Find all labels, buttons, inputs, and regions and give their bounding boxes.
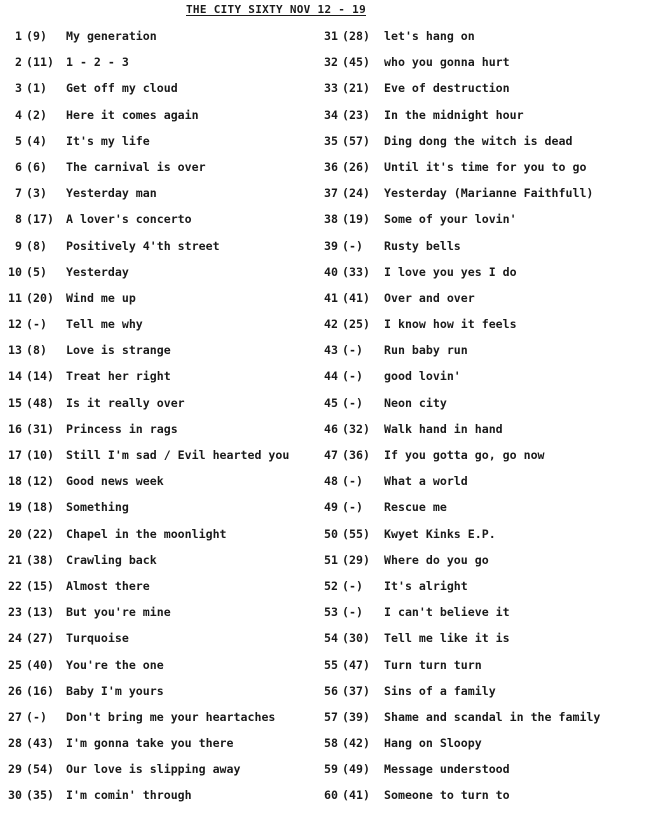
chart-position: 18 (8, 474, 22, 489)
previous-position: (41) (342, 290, 370, 305)
chart-entry (320, 133, 650, 159)
song-title: Eve of destruction (384, 81, 510, 96)
previous-position: (40) (26, 657, 54, 672)
chart-position: 34 (324, 107, 338, 122)
previous-position: (18) (26, 500, 54, 515)
song-title: Get off my cloud (66, 81, 178, 96)
chart-position: 56 (324, 683, 338, 698)
song-title: Treat her right (66, 369, 171, 384)
song-title: I can't believe it (384, 605, 510, 620)
chart-entry (2, 107, 320, 133)
song-title: Still I'm sad / Evil hearted you (66, 448, 290, 462)
chart-entry (320, 683, 650, 709)
song-title: But you're mine (66, 605, 171, 620)
chart-position: 32 (324, 55, 338, 70)
previous-position: (41) (342, 788, 370, 803)
previous-position: (26) (342, 159, 370, 174)
song-title: In the midnight hour (384, 107, 524, 122)
song-title: Almost there (66, 578, 150, 593)
previous-position: (22) (26, 526, 54, 541)
previous-position: (11) (26, 55, 54, 70)
song-title: Message understood (384, 762, 510, 777)
chart-position: 48 (324, 474, 338, 489)
chart-entry (320, 211, 650, 237)
chart-position: 8 (15, 212, 22, 227)
song-title: What a world (384, 474, 468, 489)
chart-entry (2, 683, 320, 709)
previous-position: (36) (342, 448, 370, 462)
chart-entry (2, 421, 320, 447)
previous-position: (49) (342, 762, 370, 777)
previous-position: (8) (26, 343, 47, 358)
song-title: Rusty bells (384, 238, 461, 253)
previous-position: (24) (342, 186, 370, 201)
chart-entry (320, 316, 650, 342)
previous-position: (38) (26, 552, 54, 567)
chart-position: 22 (8, 578, 22, 593)
chart-position: 59 (324, 762, 338, 777)
chart-position: 37 (324, 186, 338, 201)
chart-entry (320, 630, 650, 656)
song-title: It's alright (384, 578, 468, 593)
chart-entry (2, 473, 320, 499)
chart-entry (320, 185, 650, 211)
song-title: Our love is slipping away (66, 762, 241, 777)
song-title: let's hang on (384, 29, 475, 43)
song-title: 1 - 2 - 3 (66, 55, 129, 70)
previous-position: (2) (26, 107, 47, 122)
previous-position: (16) (26, 683, 54, 698)
previous-position: (-) (342, 578, 363, 593)
chart-position: 3 (15, 81, 22, 96)
previous-position: (-) (342, 500, 363, 515)
previous-position: (57) (342, 133, 370, 148)
chart-position: 16 (8, 421, 22, 436)
song-title: Don't bring me your heartaches (66, 709, 276, 724)
chart-entry (320, 368, 650, 394)
chart-entry (320, 421, 650, 447)
song-title: Over and over (384, 290, 475, 305)
previous-position: (-) (26, 709, 47, 724)
song-title: My generation (66, 29, 157, 43)
chart-position: 17 (8, 448, 22, 462)
chart-position: 52 (324, 578, 338, 593)
chart-entry (2, 368, 320, 394)
previous-position: (8) (26, 238, 47, 253)
song-title: who you gonna hurt (384, 55, 510, 70)
previous-position: (5) (26, 264, 47, 279)
song-title: I know how it feels (384, 317, 517, 332)
chart-entry (2, 264, 320, 290)
previous-position: (4) (26, 133, 47, 148)
chart-position: 31 (324, 29, 338, 43)
chart-position: 4 (15, 107, 22, 122)
chart-entry (320, 80, 650, 106)
chart-entry (320, 342, 650, 368)
song-title: Yesterday (Marianne Faithfull) (384, 186, 594, 201)
previous-position: (10) (26, 448, 54, 462)
song-title: Where do you go (384, 552, 489, 567)
chart-position: 24 (8, 631, 22, 646)
chart-entry (2, 578, 320, 604)
song-title: I'm gonna take you there (66, 736, 234, 751)
chart-position: 55 (324, 657, 338, 672)
song-title: Tell me why (66, 317, 143, 332)
chart-position: 1 (15, 29, 22, 43)
chart-position: 7 (15, 186, 22, 201)
song-title: Tell me like it is (384, 631, 510, 646)
previous-position: (48) (26, 395, 54, 410)
chart-position: 27 (8, 709, 22, 724)
chart-position: 25 (8, 657, 22, 672)
chart-entry (2, 316, 320, 342)
chart-position: 57 (324, 709, 338, 724)
chart-entry (320, 107, 650, 133)
chart-position: 51 (324, 552, 338, 567)
chart-position: 58 (324, 736, 338, 751)
chart-entry (2, 211, 320, 237)
previous-position: (-) (342, 238, 363, 253)
song-title: Is it really over (66, 395, 185, 410)
song-title: Rescue me (384, 500, 447, 515)
chart-entry (2, 238, 320, 264)
song-title: Positively 4'th street (66, 238, 220, 253)
previous-position: (13) (26, 605, 54, 620)
song-title: Here it comes again (66, 107, 199, 122)
chart-entry (2, 709, 320, 735)
song-title: Wind me up (66, 290, 136, 305)
chart-position: 60 (324, 788, 338, 803)
song-title: Yesterday man (66, 186, 157, 201)
previous-position: (-) (342, 395, 363, 410)
chart-entry (2, 657, 320, 683)
song-title: Kwyet Kinks E.P. (384, 526, 496, 541)
chart-position: 53 (324, 605, 338, 620)
previous-position: (-) (342, 343, 363, 358)
song-title: Love is strange (66, 343, 171, 358)
previous-position: (31) (26, 421, 54, 436)
chart-entry (320, 657, 650, 683)
chart-entry (320, 526, 650, 552)
previous-position: (32) (342, 421, 370, 436)
previous-position: (15) (26, 578, 54, 593)
chart-entry (2, 499, 320, 525)
chart-position: 21 (8, 552, 22, 567)
previous-position: (1) (26, 81, 47, 96)
chart-entry (2, 159, 320, 185)
chart-entry (320, 787, 650, 813)
previous-position: (12) (26, 474, 54, 489)
song-title: Shame and scandal in the family (384, 709, 601, 724)
previous-position: (-) (342, 474, 363, 489)
chart-position: 9 (15, 238, 22, 253)
chart-position: 35 (324, 133, 338, 148)
chart-entry (320, 604, 650, 630)
chart-entry (320, 238, 650, 264)
chart-position: 28 (8, 736, 22, 751)
chart-entry (2, 526, 320, 552)
chart-position: 14 (8, 369, 22, 384)
chart-entry (2, 787, 320, 813)
song-title: Turquoise (66, 631, 129, 646)
song-title: Baby I'm yours (66, 683, 164, 698)
chart-title: THE CITY SIXTY NOV 12 - 19 (186, 3, 366, 16)
chart-position: 42 (324, 317, 338, 332)
chart-position: 13 (8, 343, 22, 358)
chart-entry (2, 28, 320, 54)
chart-entry (320, 447, 650, 473)
song-title: Princess in rags (66, 421, 178, 436)
chart-entry (2, 604, 320, 630)
chart-position: 39 (324, 238, 338, 253)
chart-entry (320, 473, 650, 499)
song-title: I love you yes I do (384, 264, 517, 279)
chart-entry (320, 552, 650, 578)
chart-position: 49 (324, 500, 338, 515)
previous-position: (55) (342, 526, 370, 541)
previous-position: (19) (342, 212, 370, 227)
song-title: Yesterday (66, 264, 129, 279)
chart-entry (2, 630, 320, 656)
song-title: Run baby run (384, 343, 468, 358)
chart-position: 36 (324, 159, 338, 174)
chart-position: 2 (15, 55, 22, 70)
chart-entry (320, 395, 650, 421)
chart-entry (320, 290, 650, 316)
chart-entry (320, 735, 650, 761)
chart-entry (2, 761, 320, 787)
song-title: Ding dong the witch is dead (384, 133, 573, 148)
chart-entry (2, 54, 320, 80)
chart-position: 41 (324, 290, 338, 305)
chart-position: 38 (324, 212, 338, 227)
song-title: You're the one (66, 657, 164, 672)
chart-position: 15 (8, 395, 22, 410)
previous-position: (3) (26, 186, 47, 201)
chart-entry (2, 133, 320, 159)
previous-position: (9) (26, 29, 47, 43)
chart-entry (320, 264, 650, 290)
previous-position: (20) (26, 290, 54, 305)
left-column (2, 28, 320, 814)
song-title: Crawling back (66, 552, 157, 567)
chart-entry (320, 761, 650, 787)
chart-position: 44 (324, 369, 338, 384)
song-title: If you gotta go, go now (384, 448, 545, 462)
chart-entry (2, 395, 320, 421)
chart-entry (2, 552, 320, 578)
song-title: Walk hand in hand (384, 421, 503, 436)
chart-entry (2, 80, 320, 106)
song-title: It's my life (66, 133, 150, 148)
song-title: Good news week (66, 474, 164, 489)
chart-position: 5 (15, 133, 22, 148)
chart-entry (320, 709, 650, 735)
song-title: The carnival is over (66, 159, 206, 174)
previous-position: (28) (342, 29, 370, 43)
previous-position: (47) (342, 657, 370, 672)
chart-entry (2, 185, 320, 211)
previous-position: (21) (342, 81, 370, 96)
song-title: Turn turn turn (384, 657, 482, 672)
chart-position: 46 (324, 421, 338, 436)
previous-position: (43) (26, 736, 54, 751)
chart-position: 19 (8, 500, 22, 515)
previous-position: (33) (342, 264, 370, 279)
right-column (320, 28, 650, 814)
song-title: Sins of a family (384, 683, 496, 698)
song-title: I'm comin' through (66, 788, 192, 803)
song-title: Someone to turn to (384, 788, 510, 803)
previous-position: (29) (342, 552, 370, 567)
chart-entry (2, 735, 320, 761)
chart-entry (2, 342, 320, 368)
song-title: Chapel in the moonlight (66, 526, 227, 541)
previous-position: (25) (342, 317, 370, 332)
chart-position: 11 (8, 290, 22, 305)
chart-position: 45 (324, 395, 338, 410)
song-title: good lovin' (384, 369, 461, 384)
previous-position: (45) (342, 55, 370, 70)
previous-position: (14) (26, 369, 54, 384)
song-title: A lover's concerto (66, 212, 192, 227)
chart-position: 20 (8, 526, 22, 541)
chart-position: 30 (8, 788, 22, 803)
previous-position: (39) (342, 709, 370, 724)
chart-position: 54 (324, 631, 338, 646)
chart-position: 47 (324, 448, 338, 462)
previous-position: (37) (342, 683, 370, 698)
chart-position: 33 (324, 81, 338, 96)
song-title: Until it's time for you to go (384, 159, 587, 174)
previous-position: (17) (26, 212, 54, 227)
chart-position: 29 (8, 762, 22, 777)
chart-entry (320, 54, 650, 80)
song-title: Hang on Sloopy (384, 736, 482, 751)
previous-position: (42) (342, 736, 370, 751)
song-title: Some of your lovin' (384, 212, 517, 227)
chart-position: 40 (324, 264, 338, 279)
previous-position: (-) (26, 317, 47, 332)
previous-position: (54) (26, 762, 54, 777)
chart-entry (320, 159, 650, 185)
chart-position: 23 (8, 605, 22, 620)
chart-position: 6 (15, 159, 22, 174)
previous-position: (6) (26, 159, 47, 174)
previous-position: (27) (26, 631, 54, 646)
chart-entry (2, 447, 320, 473)
chart-position: 50 (324, 526, 338, 541)
chart-entry (320, 499, 650, 525)
chart-entry (2, 290, 320, 316)
previous-position: (30) (342, 631, 370, 646)
chart-position: 12 (8, 317, 22, 332)
previous-position: (-) (342, 369, 363, 384)
song-title: Neon city (384, 395, 447, 410)
chart-entry (320, 578, 650, 604)
chart-entry (320, 28, 650, 54)
previous-position: (35) (26, 788, 54, 803)
song-title: Something (66, 500, 129, 515)
chart-position: 10 (8, 264, 22, 279)
chart-position: 26 (8, 683, 22, 698)
previous-position: (23) (342, 107, 370, 122)
chart-position: 43 (324, 343, 338, 358)
previous-position: (-) (342, 605, 363, 620)
